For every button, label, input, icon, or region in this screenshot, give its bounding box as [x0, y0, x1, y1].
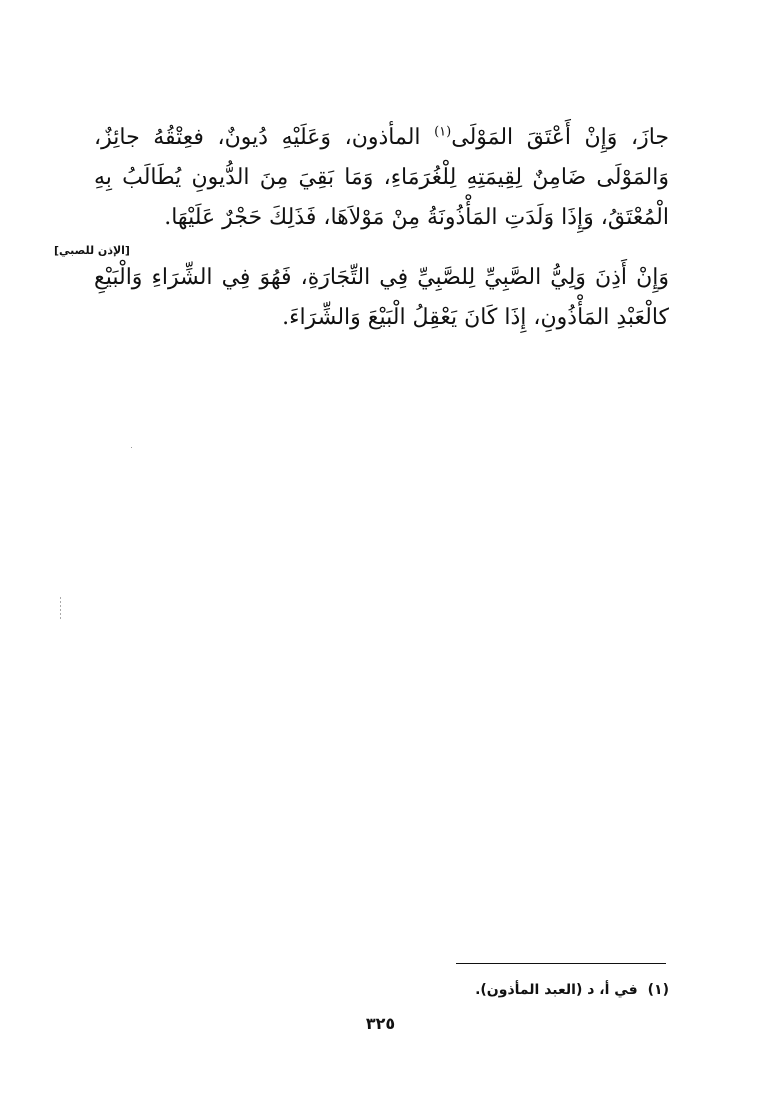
footnote-text: في أ، د (العبد المأذون).: [475, 982, 638, 998]
footnote: [475, 982, 669, 998]
body-paragraph-1: [94, 118, 669, 238]
scan-speck: [60, 597, 61, 619]
footnote-reference[interactable]: (١): [434, 124, 452, 140]
margin-note: [الإذن للصبي]: [54, 244, 130, 257]
paragraph-1-text-start: جازَ، وَإِنْ أَعْتَقَ المَوْلَى: [451, 125, 669, 150]
body-paragraph-2: وَإِنْ أَذِنَ وَلِيُّ الصَّبِيِّ لِلصَّبِيِّ فِي التِّجَارَةِ، فَهُوَ فِي الشِّرَاءِ وَالْبَيْعِ كالْعَبْدِ المَأْذُونِ، إِذَا كَانَ يَعْقِلُ الْبَيْعَ وَالشِّرَاءَ.: [94, 265, 669, 330]
paragraph-1-text-end: المأذون، وَعَلَيْهِ دُيونٌ، فعِتْقُهُ جائِزٌ، وَالمَوْلَى ضَامِنٌ لِقِيمَتِهِ لِلْغُرَمَاءِ، وَمَا بَقِيَ مِنَ الدُّيونِ يُطَالَبُ بِهِ الْمُعْتَقُ، وَإِذَا وَلَدَتِ المَأْذُونَةُ مِنْ مَوْلاَهَا، فَذَلِكَ حَجْرٌ عَلَيْهَا.: [94, 125, 669, 230]
scan-speck: [131, 447, 132, 448]
page-number: ٣٢٥: [365, 1014, 396, 1033]
footnote-divider: [456, 963, 666, 964]
footnote-number: (١): [647, 982, 669, 998]
